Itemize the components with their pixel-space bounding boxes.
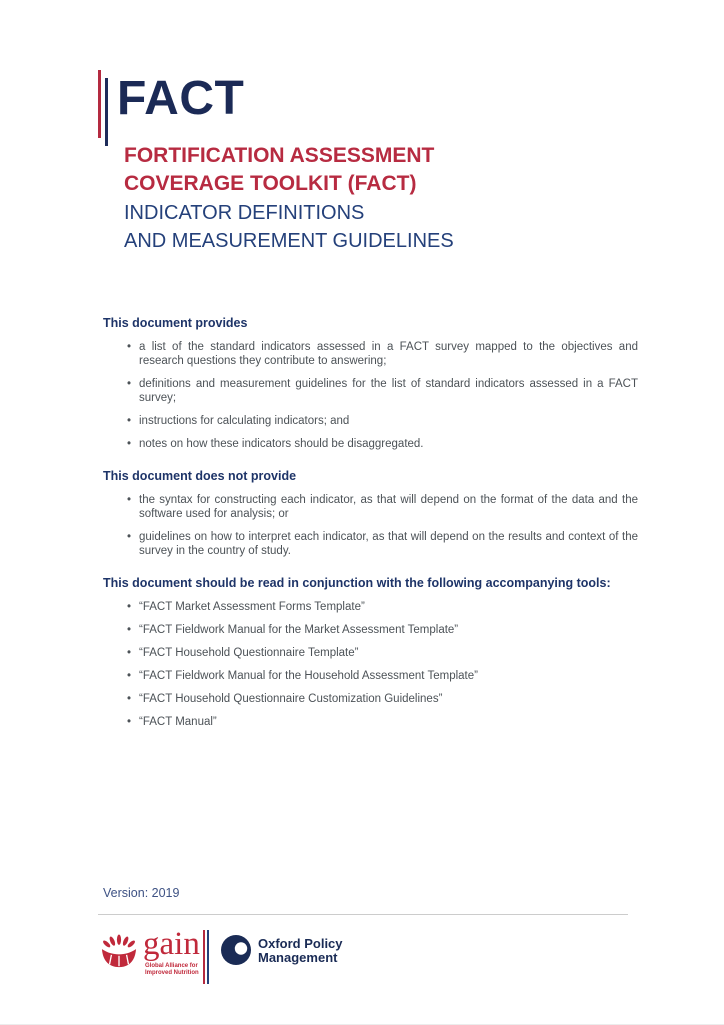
bullet-item: • “FACT Market Assessment Forms Template” [103,600,638,614]
logo-divider-navy [207,930,209,984]
subtitle-red-line2: COVERAGE TOOLKIT (FACT) [124,172,417,195]
footer-divider-line [98,914,628,915]
section-heading: This document does not provide [103,469,297,483]
section-heading: This document provides [103,316,248,330]
document-subtitle-navy [124,199,454,255]
section-heading: This document should be read in conjunction with the following accompanying tools: [103,576,611,590]
gain-tagline-line1: Global Alliance for [145,963,198,969]
document-title: FACT [117,72,245,125]
subtitle-navy-line2: AND MEASUREMENT GUIDELINES [124,230,454,252]
bullet-item: • notes on how these indicators should be disaggregated. [103,437,638,451]
opm-wordmark-line1: Oxford Policy [258,936,343,951]
bullet-list [103,493,638,558]
section-accompanying-tools [103,575,638,729]
logo-divider-red [203,930,205,984]
bullet-item: • definitions and measurement guidelines for the list of standard indicators assessed in a FACT survey; [103,377,638,405]
gain-wordmark: gain [143,926,200,962]
bullet-item: • “FACT Household Questionnaire Customization Guidelines” [103,692,638,706]
document-subtitle-red [124,142,434,198]
gain-bowl-icon [100,934,138,975]
bullet-item: • a list of the standard indicators assessed in a FACT survey mapped to the objectives and research questions they contribute to answering; [103,340,638,368]
bullet-item: • instructions for calculating indicators; and [103,414,638,428]
bullet-list [103,600,638,729]
subtitle-navy-line1: INDICATOR DEFINITIONS [124,202,365,224]
gain-tagline [145,963,199,977]
bullet-item: • “FACT Fieldwork Manual for the Market Assessment Template” [103,623,638,637]
accent-bar-red [98,70,101,138]
version-text: Version: 2019 [103,886,180,900]
opm-wordmark [258,937,343,965]
bullet-item: • “FACT Fieldwork Manual for the Household Assessment Template” [103,669,638,683]
opm-wordmark-line2: Management [258,950,338,965]
bullet-item: • “FACT Household Questionnaire Template” [103,646,638,660]
section-provides [103,315,638,451]
opm-circle-icon [220,934,252,971]
accent-bar-navy [105,78,108,146]
bullet-list [103,340,638,451]
gain-tagline-line2: Improved Nutrition [145,970,199,976]
section-does-not-provide [103,468,638,558]
bullet-item: • the syntax for constructing each indicator, as that will depend on the format of the data and the software used for analysis; or [103,493,638,521]
bullet-item: • guidelines on how to interpret each indicator, as that will depend on the results and context of the survey in the country of study. [103,530,638,558]
bullet-item: • “FACT Manual” [103,715,638,729]
document-body [103,315,638,746]
subtitle-red-line1: FORTIFICATION ASSESSMENT [124,144,435,167]
